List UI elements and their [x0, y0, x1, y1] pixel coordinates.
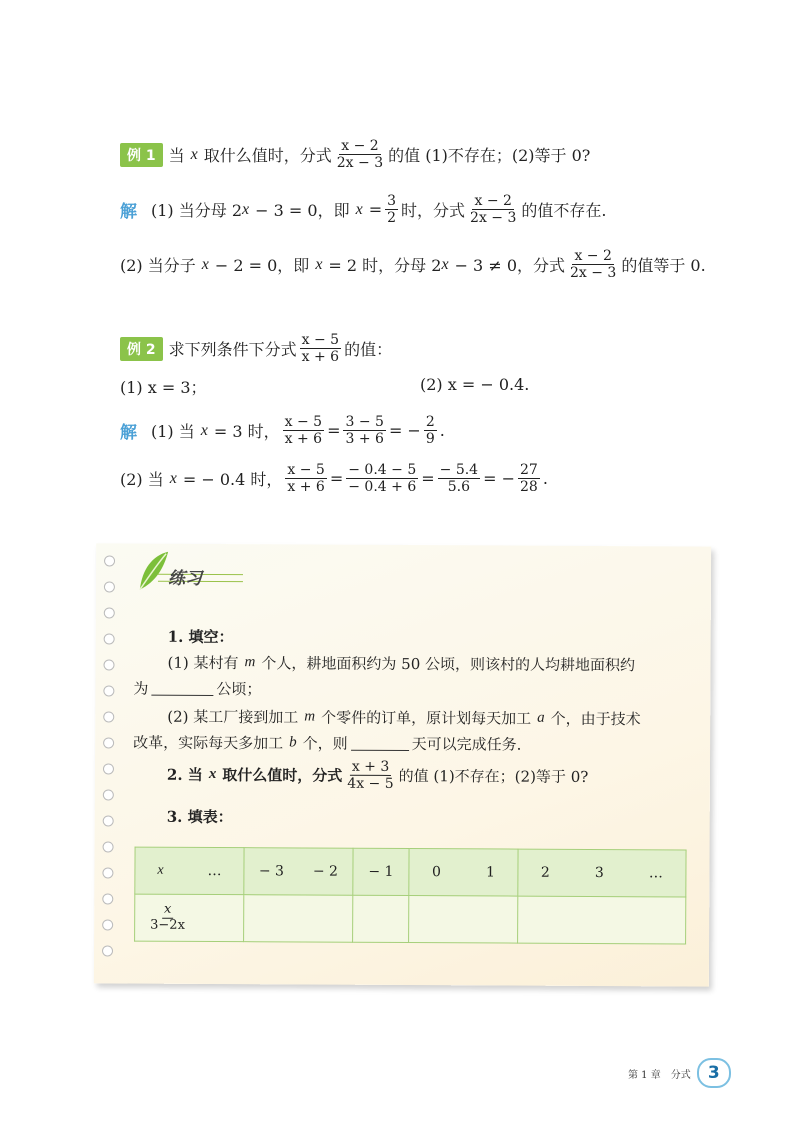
table-cell [518, 849, 686, 897]
text: (1) x = 3； [120, 378, 207, 397]
text: 改革，实际每天多加工 [133, 733, 284, 753]
practice-1-2-cont [133, 732, 521, 755]
var: x [190, 145, 198, 163]
practice-3-title [167, 806, 233, 827]
var: x [201, 255, 209, 273]
example1-question [120, 138, 590, 171]
denominator: 2x − 3 [336, 155, 384, 172]
numerator: x − 5 [284, 414, 323, 430]
numerator: x [162, 902, 173, 918]
fraction [345, 759, 396, 792]
text: 3. 填表： [166, 807, 233, 827]
numerator: 2 [425, 414, 435, 430]
var: x [242, 200, 250, 218]
text: 的值 (1)不存在；(2)等于 0? [398, 767, 589, 787]
text: (1) 当分母 2 [151, 201, 243, 221]
table-cell [244, 848, 353, 896]
fraction [468, 193, 518, 226]
var: x [355, 200, 363, 218]
text: = 2 时，分母 2 [328, 256, 442, 276]
text: 求下列条件下分式 [168, 340, 297, 360]
cell-value: 1 [485, 864, 495, 881]
var: x [157, 862, 164, 878]
numerator: x − 5 [287, 462, 325, 478]
var: x [441, 255, 449, 273]
text: (2) x = − 0.4. [420, 375, 530, 394]
example2-condition-2 [420, 375, 529, 394]
var: x [315, 255, 323, 273]
numerator: x − 2 [474, 193, 512, 209]
text: 的值等于 0. [621, 256, 706, 276]
denominator: 3 + 6 [345, 431, 384, 448]
var: m [304, 708, 316, 725]
fraction [343, 414, 385, 447]
binder-ring-icon [103, 841, 114, 852]
cell-value: − 1 [368, 863, 394, 880]
denominator: x + 6 [284, 431, 323, 448]
denominator: 28 [520, 479, 538, 496]
text: 1. 填空： [167, 627, 234, 647]
text: 取什么值时，分式 [222, 766, 343, 785]
cell-value: … [648, 865, 663, 882]
table-cell [135, 894, 244, 942]
binder-ring-icon [104, 555, 115, 566]
binder-ring-icon [103, 711, 114, 722]
practice-1-1 [167, 652, 635, 675]
fraction [283, 414, 324, 447]
table-row [135, 894, 686, 944]
practice-1-title [168, 626, 234, 647]
practice-card [94, 543, 711, 986]
numerator: − 5.4 [439, 462, 479, 478]
cell-value: 2 [540, 864, 550, 881]
text: − 3 = 0，即 [255, 201, 350, 221]
denominator: x + 6 [301, 349, 340, 366]
fraction [518, 462, 540, 495]
fraction [148, 902, 187, 933]
text: (2) 当分子 [120, 256, 196, 276]
denominator: 4x − 5 [347, 775, 394, 793]
binder-ring-icon [102, 919, 113, 930]
practice-title: 练习 [167, 568, 203, 589]
numerator: x + 3 [350, 759, 392, 776]
text: 公顷； [216, 680, 262, 699]
example2-solution-2: (2) 当 x = − 0.4 时， $\frac{x - 5}{x + 6}$ = $\frac{- 0.4 - 5}{- 0.4 + 6}$ = $\frac{- 5.4}{5.6}$ = − $\frac{27}{28}$ . [120, 462, 548, 496]
denominator: 5.6 [447, 479, 470, 496]
denominator: 3−2x [150, 917, 185, 933]
binder-ring-icon [103, 789, 114, 800]
binder-ring-icon [102, 867, 113, 878]
text: 2. 当 [166, 765, 203, 785]
numerator: x − 2 [574, 248, 612, 264]
table-cell [353, 848, 409, 895]
text: 取什么值时，分式 [203, 146, 332, 166]
text: (2) 当 [120, 470, 164, 490]
text: (2) 某工厂接到加工 [167, 707, 299, 727]
answer-cell[interactable] [409, 896, 518, 944]
page-footer [628, 1058, 731, 1088]
answer-cell[interactable] [353, 895, 409, 942]
text: 为 [133, 679, 149, 698]
binder-ring-icon [103, 685, 114, 696]
table-cell [409, 849, 518, 897]
cell-value: 0 [431, 864, 441, 881]
text: 个零件的订单，原计划每天加工 [321, 708, 532, 728]
example2-solution-1: 解 (1) 当 x = 3 时， $\frac{x - 5}{x + 6}$ = $\frac{3 - 5}{3 + 6}$ = − $\frac{2}{9}$ . [120, 414, 445, 448]
var: x [169, 469, 177, 487]
numerator: 3 [387, 193, 397, 209]
var: b [289, 734, 297, 751]
denominator: − 0.4 + 6 [348, 479, 417, 496]
fraction [346, 462, 418, 495]
example1-solution-1 [120, 193, 606, 226]
example2-tag: 例 2 [120, 337, 163, 361]
text: 的值不存在. [521, 201, 607, 221]
text: = − [388, 421, 421, 441]
fraction [438, 462, 480, 495]
binder-ring-icon [104, 607, 115, 618]
fill-table [134, 847, 686, 945]
binder-ring-icon [103, 737, 114, 748]
answer-cell[interactable] [518, 896, 686, 944]
leaf-icon [134, 550, 170, 594]
example2-condition-1 [120, 375, 207, 398]
solution-label: 解 [120, 202, 137, 223]
denominator: 9 [425, 431, 435, 448]
text: 时，分式 [401, 201, 466, 221]
practice-1-2 [167, 706, 641, 729]
text: (1) 某村有 [167, 653, 239, 673]
text: 的值 (1)不存在；(2)等于 0? [388, 146, 591, 166]
var: x [200, 421, 208, 439]
chapter-label: 第 1 章 分式 [628, 1069, 691, 1081]
fraction [385, 193, 398, 226]
denominator: 2 [387, 210, 397, 227]
text: = − 0.4 时， [182, 470, 283, 490]
binder-ring-icon [104, 581, 115, 592]
text: − 2 = 0，即 [214, 256, 310, 276]
denominator: x + 6 [287, 479, 325, 496]
text: = 3 时， [213, 422, 280, 442]
binder-ring-icon [102, 893, 113, 904]
answer-blank[interactable] [151, 681, 213, 696]
numerator: − 0.4 − 5 [348, 462, 417, 478]
example2-question [120, 332, 392, 365]
text: 个，则 [302, 734, 348, 753]
page-number: 3 [697, 1058, 731, 1088]
solution-label: 解 [120, 423, 137, 444]
text: 个人，耕地面积约为 50 公顷，则该村的人均耕地面积约 [261, 654, 636, 675]
answer-blank[interactable] [351, 736, 409, 751]
binder-ring-icon [103, 763, 114, 774]
binder-ring-icon [102, 945, 113, 956]
text: 天可以完成任务. [411, 735, 522, 754]
cell-value: − 2 [312, 863, 339, 880]
denominator: 2x − 3 [470, 210, 517, 227]
practice-2 [167, 758, 589, 793]
text: 的值： [344, 340, 393, 360]
table-cell [135, 847, 244, 895]
text: = [368, 200, 383, 220]
cell-value: − 3 [258, 863, 285, 880]
fraction [300, 332, 341, 365]
text: − 3 ≠ 0，分式 [454, 256, 565, 276]
numerator: x − 5 [301, 332, 340, 348]
practice-1-1-cont [133, 678, 261, 700]
table-row [135, 847, 686, 897]
binder-ring-icon [103, 659, 114, 670]
cell-value: … [207, 862, 222, 880]
var: m [244, 654, 256, 671]
fraction [285, 462, 326, 495]
fraction [568, 248, 618, 281]
text: 个，由于技术 [550, 709, 641, 729]
text: (1) 当 [151, 422, 195, 442]
var: a [537, 709, 545, 726]
binder-ring-icon [103, 815, 114, 826]
binder-ring-icon [104, 633, 115, 644]
example1-solution-2 [120, 248, 706, 281]
answer-cell[interactable] [244, 895, 353, 943]
numerator: 27 [520, 462, 538, 478]
text: 当 [168, 146, 185, 166]
fraction [335, 138, 385, 171]
denominator: 2x − 3 [570, 265, 617, 282]
cell-value: 3 [594, 865, 604, 882]
numerator: x − 2 [341, 138, 379, 154]
example1-tag: 例 1 [120, 143, 163, 167]
numerator: 3 − 5 [345, 414, 384, 430]
fraction [424, 414, 437, 447]
var: x [208, 766, 217, 783]
